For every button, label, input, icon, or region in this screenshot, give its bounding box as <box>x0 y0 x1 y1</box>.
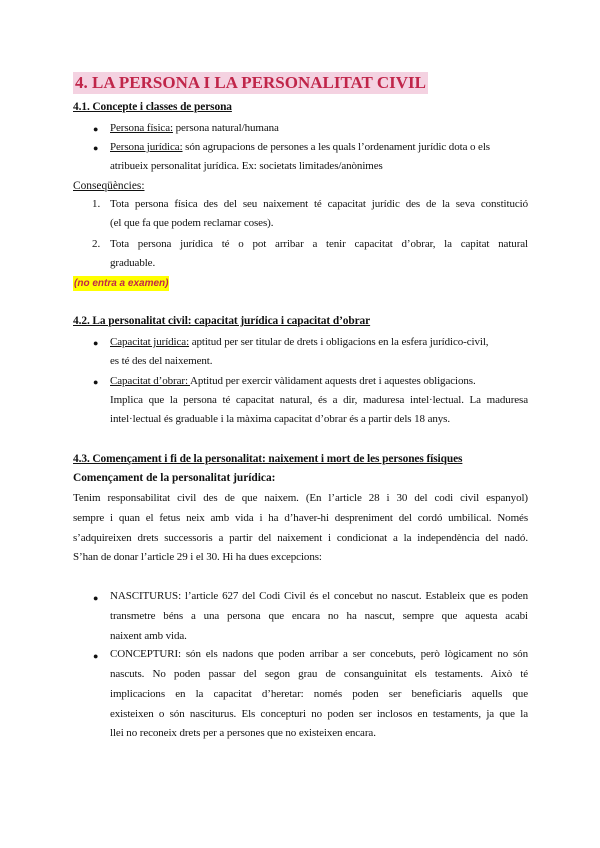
numbered-item-line: Tota persona jurídica té o pot arribar a tenir capacitat d’obrar, la capitat natural <box>110 238 528 250</box>
term-text: persona natural/humana <box>172 122 279 134</box>
list-item-persona-fisica <box>110 122 279 134</box>
list-item-line: naixent amb vida. <box>110 630 187 642</box>
bullet-icon: ● <box>93 338 99 348</box>
numbered-item-line: (el que fa que podem reclamar coses). <box>110 217 274 229</box>
section-heading-4-1: 4.1. Concepte i classes de persona <box>73 101 232 113</box>
paragraph-line: Tenim responsabilitat civil des de que naixem. (En l’article 28 i 30 del codi civil espanyol) <box>73 492 528 504</box>
list-number: 2. <box>92 238 101 250</box>
list-item-capacitat-juridica <box>110 336 488 348</box>
bullet-icon: ● <box>93 143 99 153</box>
document-title: 4. LA PERSONA I LA PERSONALITAT CIVIL <box>75 73 426 92</box>
term-label: Persona jurídica: <box>110 141 183 153</box>
term-text: són agrupacions de persones a les quals l’ordenament jurídic dota o els <box>182 141 490 153</box>
list-item-capacitat-obrar <box>110 375 476 387</box>
term-label: Capacitat jurídica: <box>110 336 190 348</box>
list-item-line: es té des del naixement. <box>110 355 213 367</box>
numbered-item-line: Tota persona física des del seu naixement té capacitat jurídic des de la seva constitució <box>110 198 528 210</box>
list-number: 1. <box>92 198 101 210</box>
bullet-icon: ● <box>93 651 99 661</box>
numbered-item-line: graduable. <box>110 257 156 269</box>
section-heading-4-3: 4.3. Començament i fi de la personalitat: naixement i mort de les persones físiques <box>73 453 463 465</box>
list-item-line: implicacions en la capacitat d’heretar: només poden ser beneficiaris aquells que <box>110 688 528 700</box>
bullet-icon: ● <box>93 124 99 134</box>
list-item-line: CONCEPTURI: són els nadons que poden arribar a ser concebuts, però lògicament no són <box>110 648 528 660</box>
list-item-line: intel·lectual és graduable i la màxima capacitat d’obrar és a partir dels 18 anys. <box>110 413 450 425</box>
list-item-line: transmetre béns a una persona que encara no ha nascut, sempre que aquesta acabi <box>110 610 528 622</box>
subheading: Començament de la personalitat jurídica: <box>73 472 276 484</box>
paragraph-line: sempre i quan el fetus neix amb vida i ha d’haver-hi despreniment del cordó umbilical. Només <box>73 512 528 524</box>
paragraph-line: S’han de donar l’article 29 i el 30. Hi ha dues excepcions: <box>73 551 322 563</box>
list-item-line: llei no reconeix drets per a persones que no existeixen encara. <box>110 727 376 739</box>
bullet-icon: ● <box>93 377 99 387</box>
list-item-line: atribueix personalitat jurídica. Ex: societats limitades/anònimes <box>110 160 383 172</box>
term-label: Capacitat d’obrar: <box>110 375 190 387</box>
exam-note-highlight: (no entra a examen) <box>74 278 169 289</box>
list-item-line: NASCITURUS: l’article 627 del Codi Civil és el concebut no nascut. Estableix que es poden <box>110 590 528 602</box>
list-item-line: nascuts. No poden passar del segon grau de consanguinitat els testaments. Això té <box>110 668 528 680</box>
section-heading-4-2: 4.2. La personalitat civil: capacitat jurídica i capacitat d’obrar <box>73 315 371 327</box>
list-item-line: Implica que la persona té capacitat natural, és a dir, maduresa intel·lectual. La maduresa <box>110 394 528 406</box>
term-label: Persona física: <box>110 122 173 134</box>
list-item-persona-juridica <box>110 141 490 153</box>
term-text: Aptitud per exercir vàlidament aquests dret i aquestes obligacions. <box>189 375 476 387</box>
term-text: aptitud per ser titular de drets i obligacions en la esfera jurídico-civil, <box>189 336 489 348</box>
paragraph-line: s’adquireixen drets successoris a partir del naixement i condicionat a la independència del nadó. <box>73 532 528 544</box>
list-item-line: existeixen o són nasciturus. Els concepturi no poden ser inclosos en testaments, ja que la <box>110 708 528 720</box>
consequences-label: Conseqüències: <box>73 180 145 192</box>
bullet-icon: ● <box>93 593 99 603</box>
